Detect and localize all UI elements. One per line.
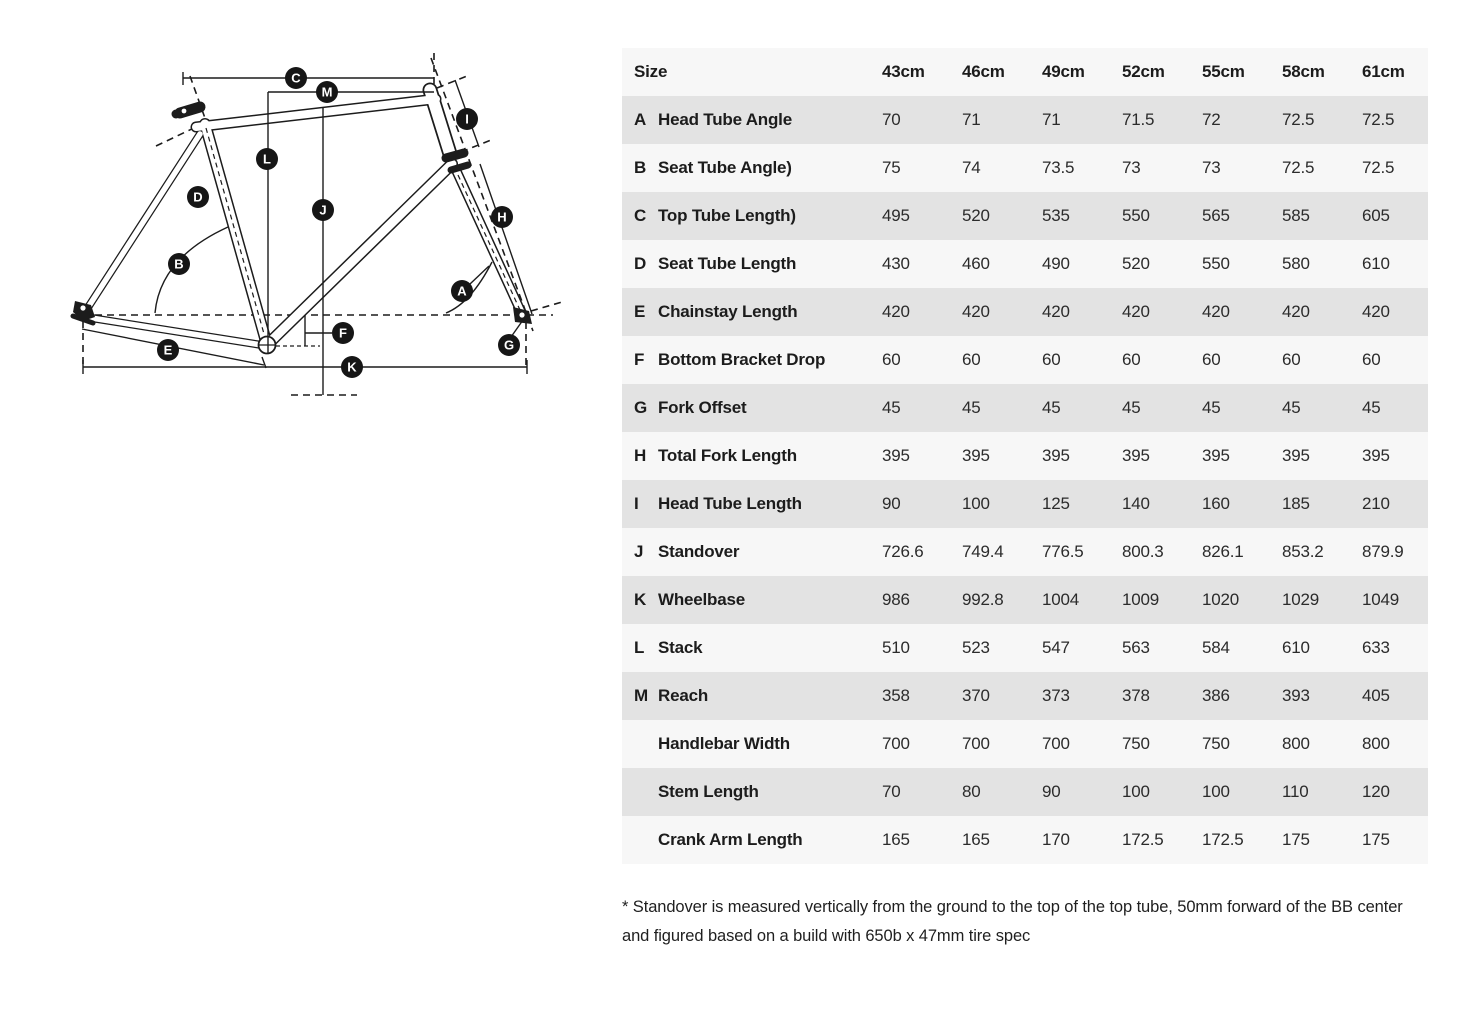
table-row (622, 720, 1428, 768)
marker-letter-B: B (174, 256, 184, 272)
row-letter: E (634, 302, 646, 321)
value-cell: 60 (1282, 350, 1301, 369)
marker-letter-J: J (319, 202, 327, 218)
value-cell: 585 (1282, 206, 1310, 225)
value-cell: 45 (962, 398, 981, 417)
value-cell: 393 (1282, 686, 1310, 705)
value-cell: 460 (962, 254, 990, 273)
value-cell: 45 (1282, 398, 1301, 417)
table-row (622, 240, 1428, 288)
value-cell: 495 (882, 206, 910, 225)
value-cell: 700 (1042, 734, 1070, 753)
value-cell: 140 (1122, 494, 1150, 513)
marker-letter-E: E (163, 342, 173, 358)
row-label-cell (622, 494, 882, 514)
marker-letter-D: D (193, 189, 203, 205)
value-cell: 1020 (1202, 590, 1240, 609)
table-row (622, 96, 1428, 144)
value-cell: 563 (1122, 638, 1150, 657)
value-cell: 1009 (1122, 590, 1160, 609)
value-cell: 175 (1362, 830, 1390, 849)
value-cell: 605 (1362, 206, 1390, 225)
row-label: Stack (658, 638, 703, 657)
value-cell: 776.5 (1042, 542, 1084, 561)
value-cell: 420 (962, 302, 990, 321)
row-label: Head Tube Length (658, 494, 802, 513)
row-letter: F (634, 350, 645, 369)
value-cell: 170 (1042, 830, 1070, 849)
value-cell: 72.5 (1362, 158, 1395, 177)
value-cell: 633 (1362, 638, 1390, 657)
row-label: Total Fork Length (658, 446, 797, 465)
value-cell: 726.6 (882, 542, 924, 561)
row-label: Bottom Bracket Drop (658, 350, 826, 369)
value-cell: 610 (1282, 638, 1310, 657)
row-label-cell (622, 542, 882, 562)
value-cell: 72.5 (1362, 110, 1395, 129)
row-label: Seat Tube Angle) (658, 158, 792, 177)
value-cell: 386 (1202, 686, 1230, 705)
value-cell: 420 (1202, 302, 1230, 321)
value-cell: 584 (1202, 638, 1230, 657)
row-label: Head Tube Angle (658, 110, 792, 129)
value-cell: 165 (962, 830, 990, 849)
table-header-row (622, 48, 1428, 96)
value-cell: 358 (882, 686, 910, 705)
value-cell: 100 (962, 494, 990, 513)
value-cell: 420 (1042, 302, 1070, 321)
value-cell: 45 (882, 398, 901, 417)
value-cell: 378 (1122, 686, 1150, 705)
value-cell: 70 (882, 110, 901, 129)
value-cell: 1029 (1282, 590, 1320, 609)
value-cell: 100 (1202, 782, 1230, 801)
value-cell: 800 (1362, 734, 1390, 753)
value-cell: 1004 (1042, 590, 1080, 609)
value-cell: 185 (1282, 494, 1310, 513)
marker-letter-C: C (291, 70, 301, 86)
row-letter: D (634, 254, 647, 273)
value-cell: 535 (1042, 206, 1070, 225)
marker-letter-I: I (465, 111, 469, 127)
table-row (622, 192, 1428, 240)
value-cell: 700 (882, 734, 910, 753)
row-label-cell (622, 734, 882, 754)
table-row (622, 288, 1428, 336)
row-label-cell (622, 254, 882, 274)
table-row (622, 672, 1428, 720)
value-cell: 60 (1042, 350, 1061, 369)
row-label-cell (622, 206, 882, 226)
row-label-cell (622, 158, 882, 178)
value-cell: 800 (1282, 734, 1310, 753)
value-cell: 510 (882, 638, 910, 657)
value-cell: 420 (1362, 302, 1390, 321)
footnote-line-1: * Standover is measured vertically from the ground to the top of the top tube, 50mm forward of the BB center (622, 898, 1403, 916)
value-cell: 992.8 (962, 590, 1004, 609)
table-row (622, 624, 1428, 672)
row-label-cell (622, 590, 882, 610)
row-label: Seat Tube Length (658, 254, 797, 273)
value-cell: 826.1 (1202, 542, 1244, 561)
value-cell: 71.5 (1122, 110, 1155, 129)
size-header-cell: Size (634, 62, 668, 81)
value-cell: 1049 (1362, 590, 1400, 609)
value-cell: 395 (1122, 446, 1150, 465)
frame-geometry-svg (35, 35, 580, 410)
value-cell: 45 (1042, 398, 1061, 417)
marker-letter-L: L (263, 151, 271, 167)
value-cell: 71 (962, 110, 981, 129)
size-column-header: 43cm (882, 62, 925, 81)
table-row (622, 432, 1428, 480)
value-cell: 45 (1122, 398, 1141, 417)
value-cell: 90 (1042, 782, 1061, 801)
value-cell: 550 (1122, 206, 1150, 225)
row-label-cell (622, 638, 882, 658)
value-cell: 172.5 (1202, 830, 1244, 849)
row-label: Fork Offset (658, 398, 747, 417)
value-cell: 175 (1282, 830, 1310, 849)
value-cell: 395 (1282, 446, 1310, 465)
value-cell: 125 (1042, 494, 1070, 513)
value-cell: 430 (882, 254, 910, 273)
value-cell: 405 (1362, 686, 1390, 705)
value-cell: 165 (882, 830, 910, 849)
value-cell: 395 (882, 446, 910, 465)
value-cell: 420 (1282, 302, 1310, 321)
value-cell: 75 (882, 158, 901, 177)
frame-geometry-diagram (35, 35, 580, 410)
value-cell: 853.2 (1282, 542, 1324, 561)
value-cell: 74 (962, 158, 981, 177)
row-letter: K (634, 590, 647, 609)
value-cell: 520 (962, 206, 990, 225)
row-letter: J (634, 542, 644, 561)
value-cell: 523 (962, 638, 990, 657)
table-row (622, 576, 1428, 624)
table-row (622, 528, 1428, 576)
row-label-cell (622, 830, 882, 850)
size-column-header: 58cm (1282, 62, 1325, 81)
row-letter: L (634, 638, 645, 657)
table-row (622, 336, 1428, 384)
value-cell: 90 (882, 494, 901, 513)
marker-letter-G: G (503, 337, 515, 353)
value-cell: 750 (1122, 734, 1150, 753)
marker-letter-F: F (339, 325, 347, 341)
value-cell: 210 (1362, 494, 1390, 513)
value-cell: 490 (1042, 254, 1070, 273)
value-cell: 72.5 (1282, 158, 1315, 177)
row-label-cell (622, 398, 882, 418)
table-row (622, 384, 1428, 432)
marker-letter-M: M (321, 84, 333, 100)
value-cell: 60 (1122, 350, 1141, 369)
value-cell: 580 (1282, 254, 1310, 273)
row-label: Top Tube Length) (658, 206, 796, 225)
value-cell: 110 (1282, 782, 1309, 801)
size-column-header: 55cm (1202, 62, 1245, 81)
value-cell: 71 (1042, 110, 1061, 129)
row-label: Crank Arm Length (658, 830, 803, 849)
value-cell: 73.5 (1042, 158, 1075, 177)
size-column-header: 52cm (1122, 62, 1165, 81)
marker-letter-A: A (457, 283, 467, 299)
value-cell: 160 (1202, 494, 1230, 513)
standover-footnote (622, 893, 1422, 951)
row-label-cell (622, 350, 882, 370)
value-cell: 45 (1202, 398, 1221, 417)
value-cell: 395 (962, 446, 990, 465)
row-letter: A (634, 110, 647, 129)
row-label: Handlebar Width (658, 734, 790, 753)
value-cell: 750 (1202, 734, 1230, 753)
value-cell: 73 (1122, 158, 1141, 177)
value-cell: 395 (1042, 446, 1070, 465)
size-column-header: 46cm (962, 62, 1005, 81)
seat-clamp-detail (172, 107, 201, 119)
value-cell: 565 (1202, 206, 1230, 225)
row-label-cell (622, 686, 882, 706)
value-cell: 879.9 (1362, 542, 1404, 561)
row-letter: I (634, 494, 639, 513)
value-cell: 370 (962, 686, 990, 705)
row-label: Chainstay Length (658, 302, 798, 321)
row-letter: H (634, 446, 647, 465)
value-cell: 60 (882, 350, 901, 369)
bottom-bracket-detail (258, 337, 276, 354)
row-label-cell (622, 782, 882, 802)
row-label-cell (622, 446, 882, 466)
value-cell: 550 (1202, 254, 1230, 273)
value-cell: 120 (1362, 782, 1390, 801)
size-column-header: 49cm (1042, 62, 1085, 81)
value-cell: 520 (1122, 254, 1150, 273)
table-row (622, 768, 1428, 816)
value-cell: 60 (962, 350, 981, 369)
footnote-line-2: and figured based on a build with 650b x 47mm tire spec (622, 927, 1031, 945)
value-cell: 373 (1042, 686, 1070, 705)
row-letter: B (634, 158, 647, 177)
row-letter: G (634, 398, 648, 417)
row-label-cell (622, 110, 882, 130)
value-cell: 800.3 (1122, 542, 1164, 561)
value-cell: 395 (1362, 446, 1390, 465)
value-cell: 72.5 (1282, 110, 1315, 129)
value-cell: 60 (1202, 350, 1221, 369)
table-row (622, 480, 1428, 528)
table-row (622, 816, 1428, 864)
value-cell: 70 (882, 782, 901, 801)
row-letter: M (634, 686, 648, 705)
row-label-cell (622, 302, 882, 322)
row-label: Standover (658, 542, 740, 561)
value-cell: 610 (1362, 254, 1390, 273)
row-label: Stem Length (658, 782, 759, 801)
value-cell: 73 (1202, 158, 1221, 177)
value-cell: 986 (882, 590, 910, 609)
table-row (622, 144, 1428, 192)
marker-letter-H: H (497, 209, 507, 225)
row-letter: C (634, 206, 647, 225)
value-cell: 547 (1042, 638, 1070, 657)
value-cell: 700 (962, 734, 990, 753)
geometry-table (622, 48, 1428, 864)
value-cell: 72 (1202, 110, 1221, 129)
value-cell: 45 (1362, 398, 1381, 417)
marker-letter-K: K (347, 359, 357, 375)
value-cell: 420 (1122, 302, 1150, 321)
size-column-header: 61cm (1362, 62, 1405, 81)
value-cell: 749.4 (962, 542, 1004, 561)
value-cell: 395 (1202, 446, 1230, 465)
row-label: Reach (658, 686, 709, 705)
value-cell: 172.5 (1122, 830, 1164, 849)
value-cell: 100 (1122, 782, 1150, 801)
row-label: Wheelbase (658, 590, 746, 609)
value-cell: 60 (1362, 350, 1381, 369)
value-cell: 80 (962, 782, 981, 801)
value-cell: 420 (882, 302, 910, 321)
